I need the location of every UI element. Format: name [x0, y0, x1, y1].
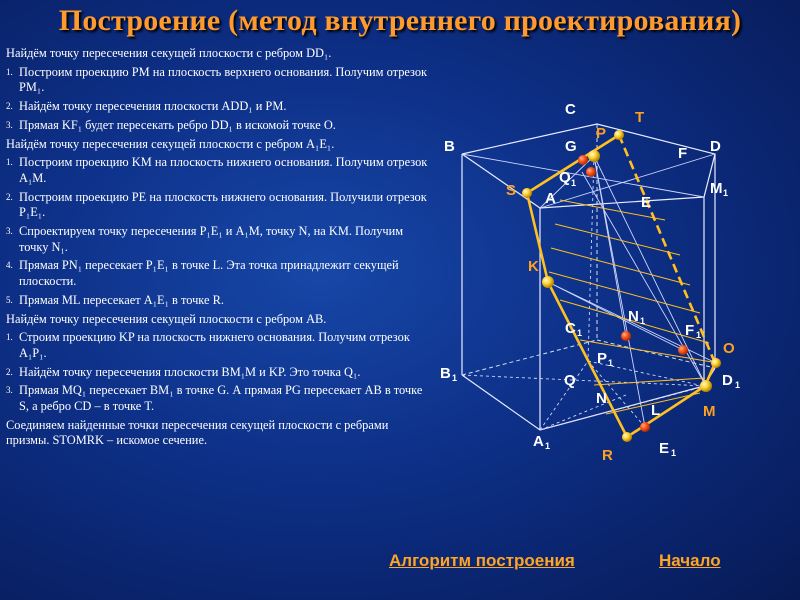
- label-O: O: [723, 340, 735, 357]
- label-C1-sub: 1: [577, 328, 583, 338]
- label-M1: M: [710, 180, 723, 197]
- label-D: D: [710, 138, 721, 155]
- algorithm-link[interactable]: Алгоритм построения: [389, 551, 575, 570]
- step-number: 4.: [6, 260, 13, 271]
- step-text: Спроектируем точку пересечения P₁E₁ и A₁M, точку N, на KM. Получим точку N₁.: [19, 224, 404, 254]
- label-B1-sub: 1: [452, 373, 458, 383]
- label-P1-sub: 1: [608, 358, 614, 368]
- label-M1-sub: 1: [723, 188, 729, 198]
- step-text: Построим проекцию KM на плоскость нижнего основания. Получим отрезок A₁M.: [19, 155, 428, 185]
- point-L: [640, 422, 650, 432]
- label-C: C: [565, 101, 576, 118]
- label-N1-sub: 1: [640, 316, 646, 326]
- label-L: L: [651, 402, 661, 419]
- point-T: [614, 130, 624, 140]
- step-text: Прямая KF₁ будет пересекать ребро DD₁ в искомой точке O.: [19, 117, 336, 132]
- label-F: F: [678, 145, 688, 162]
- step-text: Найдём точку пересечения секущей плоскости с ребром AB.: [6, 311, 327, 326]
- label-P: P: [596, 125, 607, 142]
- label-Q: Q: [564, 372, 576, 389]
- label-D1: D: [722, 372, 733, 389]
- step-text: Построим проекцию PM на плоскость верхнего основания. Получим отрезок PM₁.: [19, 64, 428, 95]
- label-A: A: [545, 190, 556, 207]
- label-F1-sub: 1: [696, 330, 702, 340]
- step-text: Прямая MQ₁ пересекает BM₁ в точке G. А прямая PG пересекает AB в точке S, а ребро CD – в точке T.: [19, 383, 423, 414]
- point-S: [522, 188, 532, 198]
- label-Q1: Q: [559, 169, 571, 186]
- point-O: [711, 358, 721, 368]
- label-N1: N: [628, 308, 639, 325]
- step-number: 2.: [6, 101, 13, 112]
- label-Q1-sub: 1: [571, 178, 577, 188]
- label-C1: C: [565, 320, 576, 337]
- label-B: B: [444, 138, 455, 155]
- step-number: 5.: [6, 294, 13, 305]
- point-P: [588, 150, 600, 162]
- label-K: K: [528, 258, 539, 275]
- point-N1: [621, 331, 631, 341]
- point-M: [700, 380, 712, 392]
- point-G: [578, 155, 588, 165]
- step-number: 1.: [6, 332, 13, 343]
- step-number: 2.: [6, 191, 13, 202]
- step-text: Прямая ML пересекает A₁E₁ в точке R.: [19, 292, 224, 307]
- label-D1-sub: 1: [735, 380, 741, 390]
- point-Q1: [586, 167, 596, 177]
- start-link[interactable]: Начало: [659, 551, 721, 570]
- label-B1: B: [440, 365, 451, 382]
- step-text: Найдём точку пересечения плоскости BM₁M и KP. Это точка Q₁.: [19, 364, 361, 379]
- label-E: E: [641, 194, 652, 211]
- label-S: S: [506, 182, 517, 199]
- projection-lines: [462, 156, 706, 430]
- step-number: 2.: [6, 366, 13, 377]
- construction-lines: [462, 154, 716, 427]
- step-text: Построим проекцию PE на плоскость нижнего основания. Получили отрезок P₁E₁.: [19, 189, 427, 220]
- label-A1-sub: 1: [545, 441, 551, 451]
- label-N: N: [596, 390, 607, 407]
- label-T: T: [635, 109, 645, 126]
- step-text: Соединяем найденные точки пересечения секущей плоскости с ребрами призмы. STOMRK – искомое сечение.: [6, 417, 389, 448]
- label-P1: P: [597, 350, 608, 367]
- page-title: Построение (метод внутреннего проектирования): [58, 4, 742, 37]
- step-text: Прямая PN₁ пересекает P₁E₁ в точке L. Эта точка принадлежит секущей плоскости.: [19, 258, 399, 289]
- step-number: 3.: [6, 119, 13, 130]
- label-R: R: [602, 447, 613, 464]
- step-text: Найдём точку пересечения плоскости ADD₁ и PM.: [19, 99, 287, 114]
- label-E1: E: [659, 440, 670, 457]
- label-A1: A: [533, 433, 544, 450]
- label-G: G: [565, 138, 577, 155]
- point-F1: [678, 345, 688, 355]
- label-E1-sub: 1: [671, 448, 677, 458]
- point-R: [622, 432, 632, 442]
- step-number: 3.: [6, 226, 13, 237]
- step-number: 1.: [6, 66, 13, 77]
- step-text: Найдём точку пересечения секущей плоскости с ребром DD₁.: [6, 46, 332, 60]
- label-F1: F: [685, 322, 695, 339]
- point-K: [542, 276, 554, 288]
- step-number: 3.: [6, 385, 13, 396]
- step-number: 1.: [6, 157, 13, 168]
- label-M: M: [703, 403, 716, 420]
- step-text: Найдём точку пересечения секущей плоскости с ребром A₁E₁.: [6, 136, 335, 151]
- step-text: Строим проекцию KP на плоскость нижнего основания. Получим отрезок A₁P₁.: [19, 330, 410, 360]
